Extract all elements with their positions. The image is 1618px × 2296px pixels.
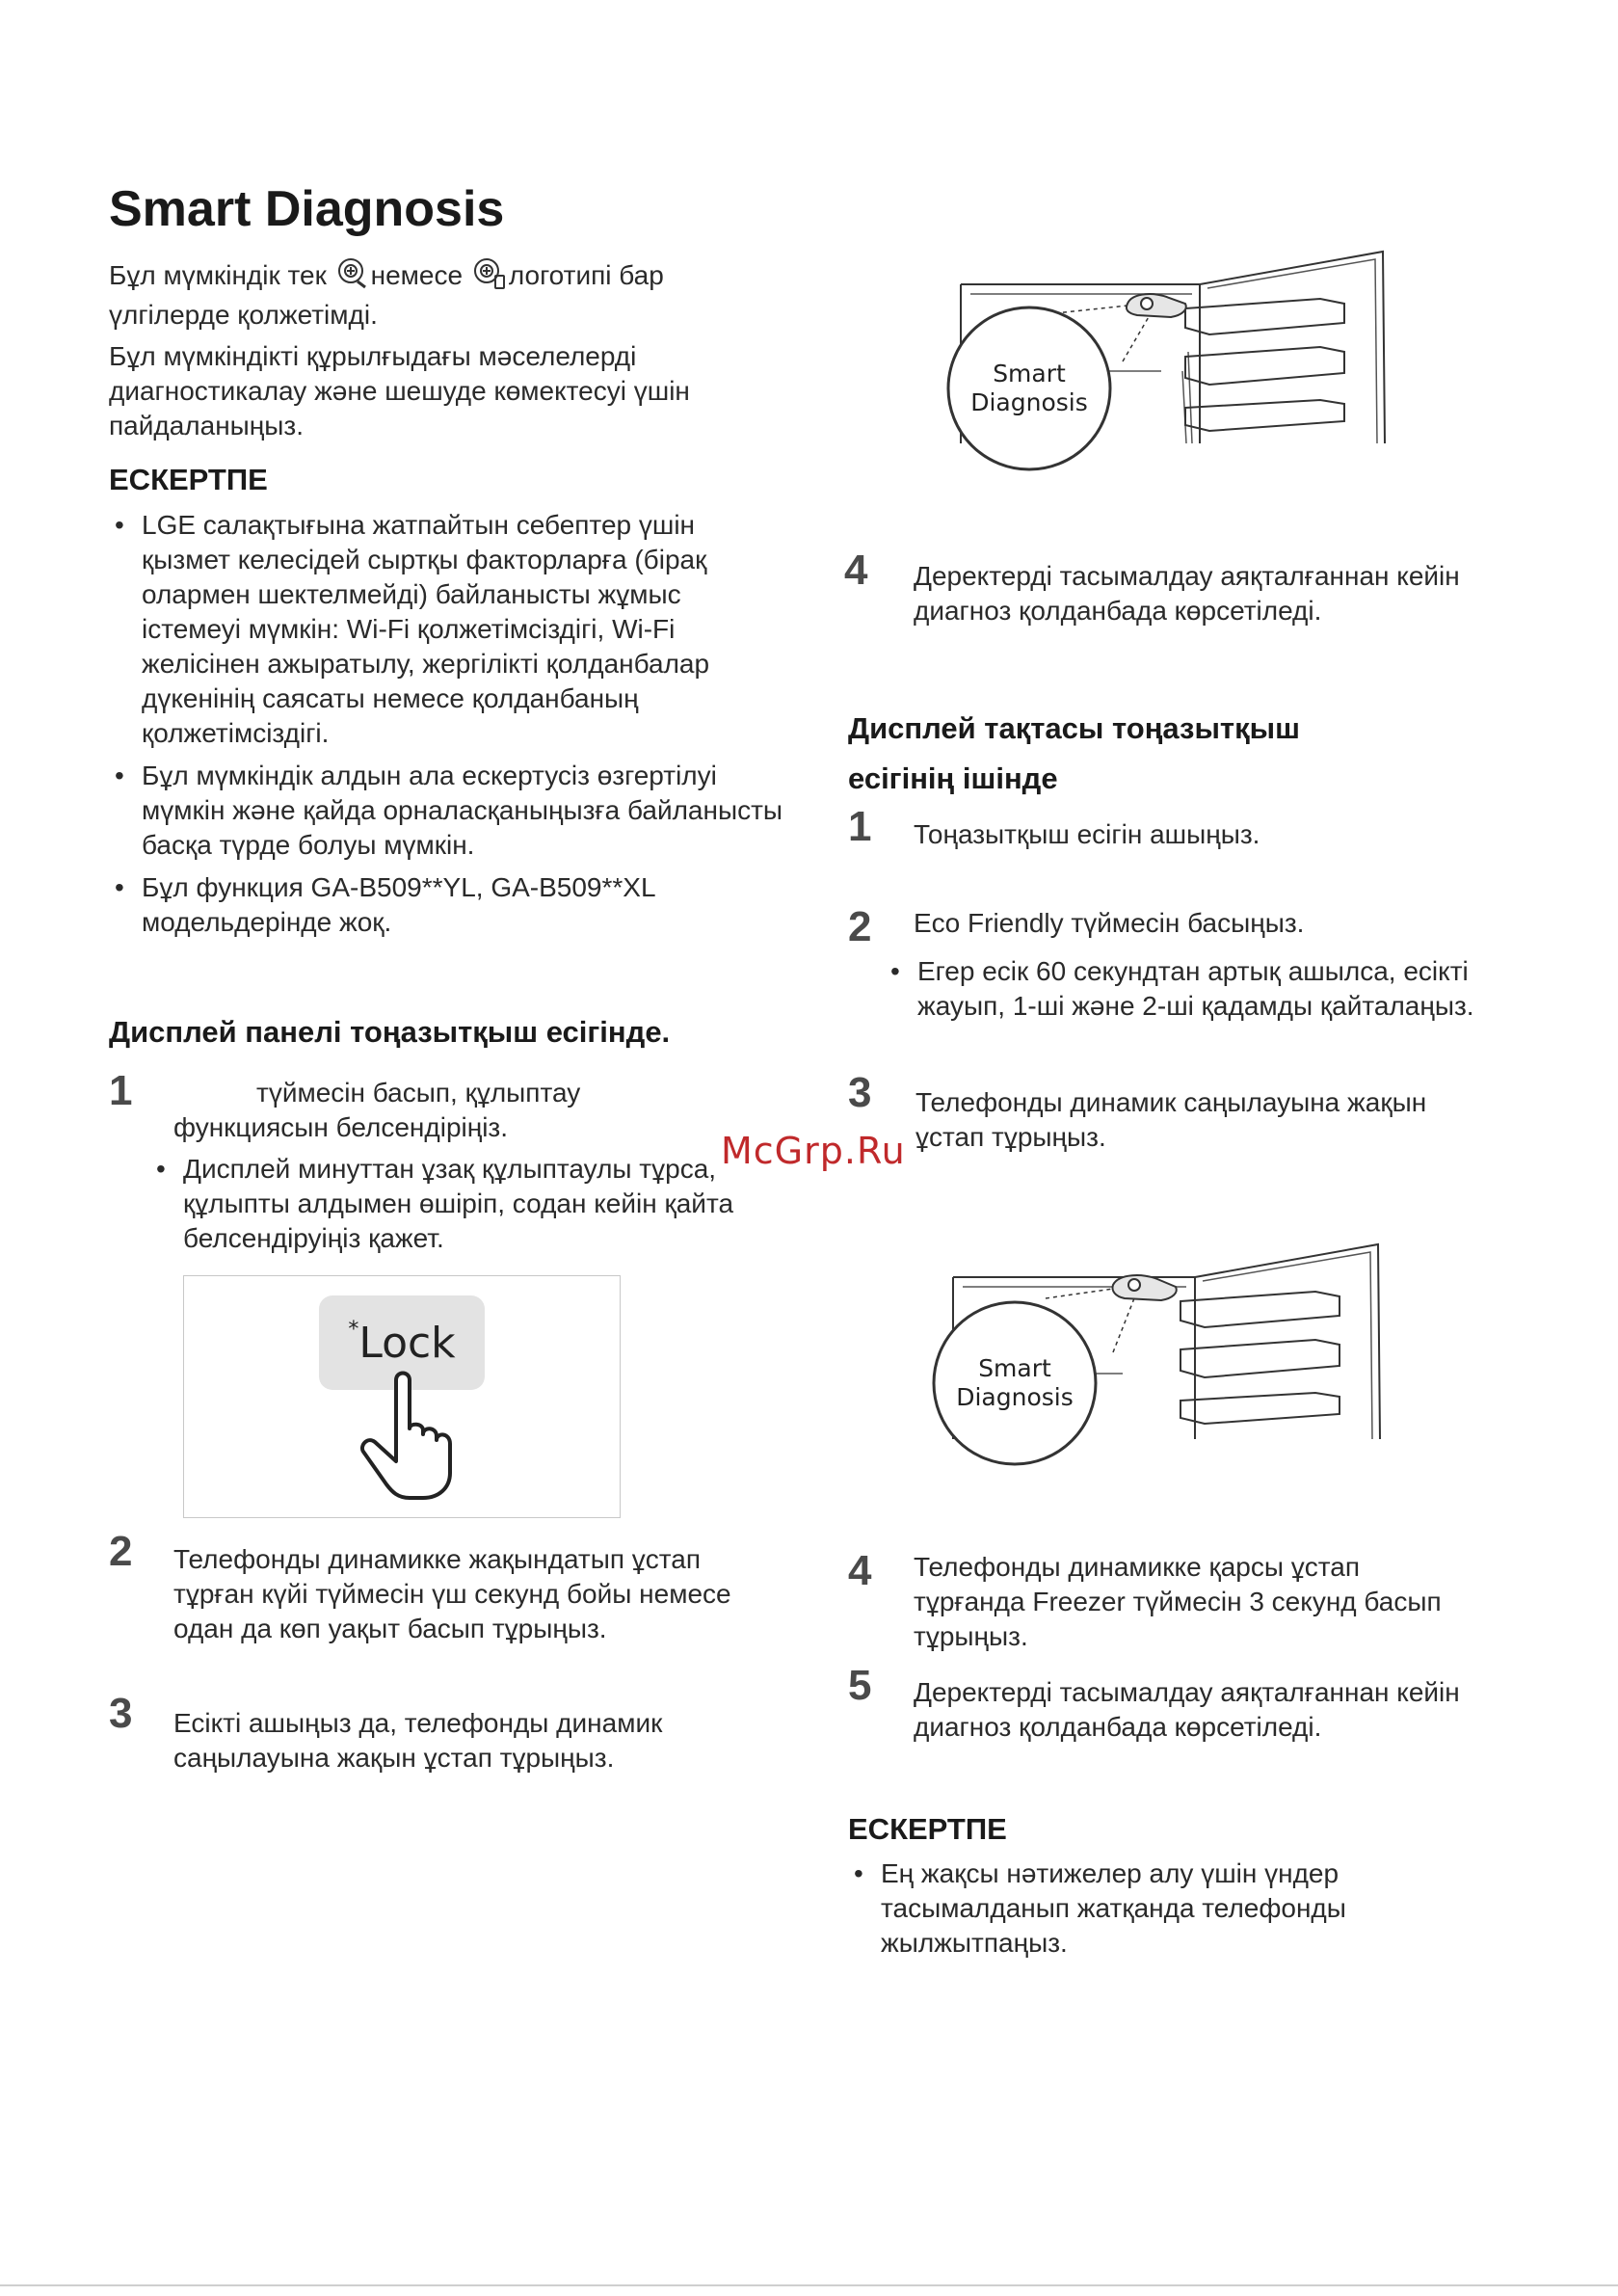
note-heading: ЕСКЕРТПЕ <box>848 1812 1007 1846</box>
step-bullet: • Дисплей минуттан ұзақ құлыптаулы тұрса, құлыпты алдымен өшіріп, содан кейін қайта белсендіруіңіз қажет. <box>150 1152 757 1256</box>
step-text: Тоңазытқыш есігін ашыңыз. <box>914 819 1260 849</box>
note-item: • Бұл функция GA-B509**YL, GA-B509**XL модельдерінде жоқ. <box>109 870 783 940</box>
note-list <box>848 1856 1426 1968</box>
step-number: 5 <box>848 1662 872 1709</box>
pointing-hand-icon <box>358 1369 464 1504</box>
step-text: Телефонды динамикке жақындатып ұстап тұрған күйі түймесін үш секунд бойы немесе одан да көп уақыт басып тұрыңыз. <box>173 1544 731 1643</box>
intro-text-b: немесе <box>370 259 464 290</box>
step-text: Деректерді тасымалдау аяқталғаннан кейін диагноз қолданбада көрсетіледі. <box>914 561 1460 626</box>
lock-illustration <box>183 1275 621 1518</box>
intro-purpose: Бұл мүмкіндікті құрылғыдағы мәселелерді диагностикалау және шешуде көмектесуі үшін пайдаланыңыз. <box>109 341 690 441</box>
smart-diagnosis-icon <box>336 256 369 298</box>
lock-star: * <box>348 1317 359 1342</box>
figure-label-smart: Smart <box>978 1354 1051 1382</box>
step-number: 4 <box>844 547 868 594</box>
step-number: 1 <box>848 803 872 850</box>
step-number: 2 <box>109 1528 133 1575</box>
lock-text: Lock <box>358 1318 456 1368</box>
step-text: Есікті ашыңыз да, телефонды динамик саңылауына жақын ұстап тұрыңыз. <box>173 1708 663 1773</box>
smart-diagnosis-phone-icon <box>472 256 507 298</box>
intro-text-c: логотипі бар үлгілерде қолжетімді. <box>109 259 664 330</box>
step-number: 4 <box>848 1547 872 1594</box>
figure-label-smart: Smart <box>993 360 1066 387</box>
step-text: Деректерді тасымалдау аяқталғаннан кейін диагноз қолданбада көрсетіледі. <box>914 1677 1460 1742</box>
note-item: • Ең жақсы нәтижелер алу үшін үндер тасымалданып жатқанда телефонды жылжытпаңыз. <box>848 1856 1426 1961</box>
page-title: Smart Diagnosis <box>109 181 505 237</box>
step-text: Eco Friendly түймесін басыңыз. <box>914 908 1305 938</box>
step-number: 3 <box>109 1690 133 1737</box>
note-item: • LGE салақтығына жатпайтын себептер үшін қызмет келесідей сыртқы факторларға (бірақ олармен шектелмейді) байланысты жұмыс істемеуі мүмкін: Wi-Fi қолжетімсіздігі, Wi-Fi желісінен ажыратылу, жергілікті қолданбалар дүкенінің саясаты немесе қолданбаның қолжетімсіздігі. <box>109 508 783 751</box>
intro-availability <box>109 256 726 333</box>
step-number: 2 <box>848 903 872 950</box>
intro-text-a: Бұл мүмкіндік тек <box>109 259 327 290</box>
footer-rule <box>0 2284 1618 2286</box>
step-number: 1 <box>109 1067 133 1114</box>
section-heading-door-panel: Дисплей панелі тоңазытқыш есігінде. <box>109 1015 671 1049</box>
note-item: • Бұл мүмкіндік алдын ала ескертусіз өзгертілуі мүмкін және қайда орналасқаныңызға байланысты басқа түрде болуы мүмкін. <box>109 759 783 863</box>
step-bullet: • Егер есік 60 секундтан артық ашылса, есікті жауып, 1-ші және 2-ші қадамды қайталаңыз. <box>885 954 1482 1024</box>
step-text: Телефонды динамик саңылауына жақын ұстап тұрыңыз. <box>915 1087 1427 1152</box>
figure-label-diagnosis: Diagnosis <box>970 388 1088 416</box>
fridge-door-illustration-middle <box>930 1239 1393 1470</box>
step-text: Телефонды динамикке қарсы ұстап тұрғанда Freezer түймесін 3 секунд басып тұрыңыз. <box>914 1552 1442 1651</box>
note-list <box>109 508 783 948</box>
step-text: түймесін басып, құлыптау функциясын белсендіріңіз. <box>173 1078 581 1142</box>
note-heading: ЕСКЕРТПЕ <box>109 463 268 496</box>
step-bullet-list <box>885 954 1482 1031</box>
figure-label-diagnosis: Diagnosis <box>956 1383 1074 1411</box>
step-bullet-list <box>150 1152 757 1264</box>
section-heading-inside-door: Дисплей тақтасы тоңазытқыш есігінің ішінде <box>848 711 1300 795</box>
fridge-door-illustration-top <box>940 246 1397 477</box>
watermark: McGrp.Ru <box>721 1130 906 1172</box>
step-number: 3 <box>848 1069 872 1116</box>
